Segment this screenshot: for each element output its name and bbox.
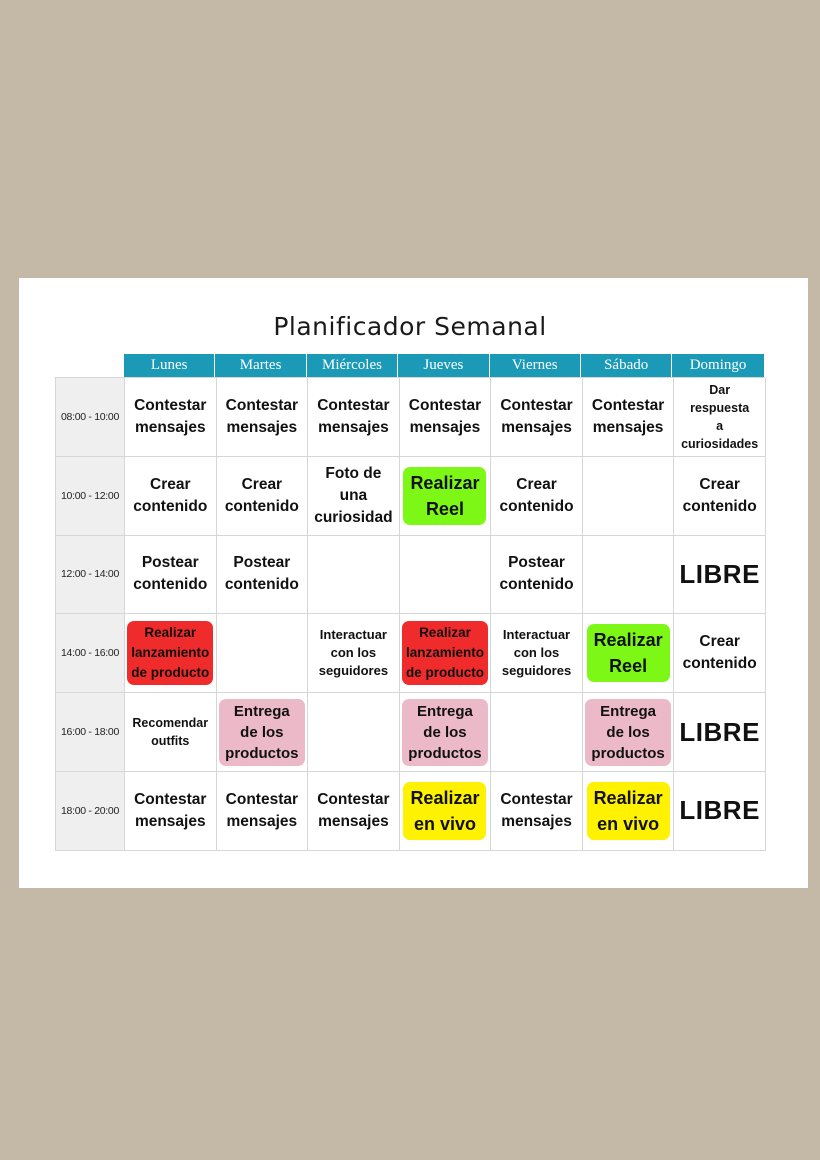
schedule-cell-martes: [217, 693, 309, 772]
activity-line: Crear: [699, 633, 740, 651]
activity-line: Foto de: [325, 464, 382, 482]
activity-text: [502, 626, 571, 680]
schedule-cell-domingo: [674, 614, 766, 693]
activity-tag: [587, 624, 670, 682]
schedule-cell-viernes: [491, 693, 583, 772]
activity-line: mensajes: [318, 812, 389, 830]
activity-line: Dar: [709, 382, 731, 397]
schedule-cell-domingo: [674, 772, 766, 851]
activity-line: lanzamiento: [405, 645, 484, 661]
time-slot-label: 16:00 - 18:00: [56, 693, 125, 772]
free-time-label: [679, 559, 760, 590]
activity-line: outfits: [151, 734, 190, 749]
activity-text: [226, 789, 298, 833]
activity-text: [134, 395, 206, 439]
activity-line: Entrega: [417, 702, 473, 720]
activity-tag: [585, 699, 670, 766]
activity-text: [133, 474, 207, 518]
schedule-cell-miercoles: [308, 772, 400, 851]
schedule-cell-viernes: [491, 378, 583, 457]
activity-line: Contestar: [408, 396, 482, 414]
activity-line: con los: [330, 645, 377, 661]
day-header-row: [124, 354, 764, 377]
activity-line: mensajes: [592, 418, 664, 436]
schedule-cell-sabado: [583, 536, 675, 615]
activity-line: Realizar: [419, 625, 471, 641]
schedule-cell-lunes: [125, 772, 217, 851]
activity-line: Reel: [609, 656, 648, 677]
activity-line: productos: [408, 744, 482, 762]
activity-text: [226, 395, 298, 439]
schedule-cell-miercoles: [308, 457, 400, 536]
activity-line: productos: [591, 744, 665, 762]
free-time-label: [679, 795, 760, 826]
schedule-cell-viernes: [491, 772, 583, 851]
activity-line: Crear: [516, 475, 557, 493]
activity-line: mensajes: [134, 812, 206, 830]
activity-tag: [219, 699, 304, 766]
activity-line: lanzamiento: [131, 645, 210, 661]
day-header-miercoles: Miércoles: [307, 354, 398, 377]
activity-tag: [403, 467, 486, 525]
activity-text: [225, 474, 299, 518]
time-slot-label: 14:00 - 16:00: [56, 614, 125, 693]
schedule-cell-martes: [217, 772, 309, 851]
schedule-cell-jueves: [400, 693, 492, 772]
activity-line: Contestar: [500, 790, 573, 808]
activity-line: Postear: [233, 554, 291, 572]
activity-line: Realizar: [410, 787, 480, 808]
schedule-cell-miercoles: [308, 536, 400, 615]
activity-line: de producto: [405, 665, 484, 681]
schedule-cell-domingo: [674, 457, 766, 536]
activity-line: curiosidades: [681, 436, 759, 451]
activity-line: Crear: [241, 475, 283, 493]
activity-text: [132, 714, 208, 750]
activity-line: contenido: [499, 576, 574, 594]
schedule-cell-sabado: [583, 693, 675, 772]
activity-line: Postear: [508, 554, 565, 572]
schedule-cell-jueves: [400, 536, 492, 615]
activity-tag: [587, 782, 670, 840]
schedule-cell-lunes: [125, 693, 217, 772]
schedule-cell-jueves: [400, 457, 492, 536]
activity-line: Realizar: [593, 787, 663, 808]
schedule-cell-jueves: [400, 614, 492, 693]
activity-text: [500, 789, 572, 833]
activity-text: [409, 395, 481, 439]
activity-line: seguidores: [318, 663, 389, 679]
activity-line: Interactuar: [319, 627, 387, 643]
day-header-domingo: Domingo: [672, 354, 763, 377]
free-time-label: [679, 717, 760, 748]
activity-line: Contestar: [591, 396, 665, 414]
time-slot-label: 12:00 - 14:00: [56, 536, 125, 615]
activity-line: contenido: [224, 497, 299, 515]
activity-line: Contestar: [225, 790, 299, 808]
activity-line: de los: [606, 723, 650, 741]
activity-line: productos: [225, 744, 299, 762]
activity-line: Contestar: [225, 396, 299, 414]
day-header-jueves: Jueves: [398, 354, 489, 377]
schedule-cell-sabado: [583, 614, 675, 693]
activity-text: [134, 789, 206, 833]
activity-tag: [402, 699, 487, 766]
activity-tag: [127, 621, 213, 685]
activity-line: en vivo: [597, 813, 660, 834]
activity-line: Entrega: [600, 702, 657, 720]
activity-tag: [403, 782, 486, 840]
schedule-cell-lunes: [125, 614, 217, 693]
activity-line: LIBRE: [679, 558, 760, 589]
activity-line: de producto: [131, 665, 210, 681]
time-slot-label: 18:00 - 20:00: [56, 772, 125, 851]
activity-line: Contestar: [134, 790, 207, 808]
activity-line: LIBRE: [679, 716, 760, 747]
activity-text: [500, 395, 572, 439]
activity-line: Contestar: [134, 396, 207, 414]
schedule-cell-martes: [217, 378, 309, 457]
schedule-cell-martes: [217, 457, 309, 536]
activity-line: contenido: [682, 655, 757, 673]
activity-line: mensajes: [226, 418, 298, 436]
activity-line: seguidores: [501, 663, 572, 679]
activity-line: contenido: [133, 497, 208, 515]
activity-text: [319, 626, 388, 680]
activity-line: contenido: [224, 576, 299, 594]
schedule-cell-domingo: [674, 693, 766, 772]
activity-text: [681, 381, 758, 453]
activity-line: Contestar: [317, 396, 390, 414]
activity-line: de los: [423, 723, 467, 741]
activity-line: una: [339, 486, 368, 504]
activity-line: contenido: [682, 497, 757, 515]
activity-line: mensajes: [501, 418, 572, 436]
activity-line: mensajes: [501, 812, 572, 830]
activity-line: Recomendar: [132, 716, 209, 731]
activity-text: [317, 395, 389, 439]
activity-text: [683, 474, 757, 518]
activity-line: Contestar: [500, 396, 573, 414]
time-slot-label: 10:00 - 12:00: [56, 457, 125, 536]
activity-line: mensajes: [134, 418, 206, 436]
activity-line: mensajes: [318, 418, 389, 436]
activity-tag: [402, 621, 488, 685]
schedule-cell-viernes: [491, 536, 583, 615]
activity-line: mensajes: [226, 812, 298, 830]
activity-line: Contestar: [317, 790, 390, 808]
activity-line: Crear: [150, 475, 191, 493]
schedule-cell-sabado: [583, 378, 675, 457]
activity-text: [500, 474, 574, 518]
schedule-grid: [55, 377, 765, 851]
activity-line: Interactuar: [502, 627, 571, 643]
page-title: Planificador Semanal: [273, 312, 547, 341]
activity-text: [683, 631, 757, 675]
day-header-lunes: Lunes: [124, 354, 215, 377]
activity-line: respuesta: [690, 400, 750, 415]
activity-line: mensajes: [409, 418, 481, 436]
activity-line: contenido: [499, 497, 574, 515]
activity-line: Realizar: [410, 472, 480, 493]
activity-line: a: [716, 418, 724, 433]
schedule-cell-jueves: [400, 378, 492, 457]
activity-line: Realizar: [144, 625, 197, 641]
schedule-cell-miercoles: [308, 378, 400, 457]
schedule-cell-sabado: [583, 772, 675, 851]
schedule-cell-lunes: [125, 536, 217, 615]
activity-line: Reel: [425, 498, 464, 519]
activity-text: [225, 552, 299, 596]
schedule-cell-martes: [217, 536, 309, 615]
activity-line: Realizar: [593, 630, 663, 651]
activity-text: [314, 463, 392, 529]
day-header-viernes: Viernes: [490, 354, 581, 377]
schedule-cell-jueves: [400, 772, 492, 851]
schedule-cell-miercoles: [308, 614, 400, 693]
activity-line: con los: [513, 645, 560, 661]
time-slot-label: 08:00 - 10:00: [56, 378, 125, 457]
activity-line: Crear: [699, 475, 740, 493]
activity-text: [592, 395, 664, 439]
schedule-cell-lunes: [125, 457, 217, 536]
activity-line: en vivo: [413, 813, 476, 834]
activity-line: contenido: [133, 576, 208, 594]
schedule-cell-domingo: [674, 378, 766, 457]
day-header-martes: Martes: [215, 354, 306, 377]
activity-line: Postear: [141, 554, 199, 572]
activity-line: LIBRE: [679, 795, 760, 826]
schedule-cell-sabado: [583, 457, 675, 536]
activity-text: [133, 552, 207, 596]
day-header-sabado: Sábado: [581, 354, 672, 377]
activity-line: curiosidad: [314, 508, 393, 526]
schedule-cell-domingo: [674, 536, 766, 615]
activity-line: Entrega: [233, 702, 290, 720]
schedule-cell-viernes: [491, 457, 583, 536]
activity-text: [317, 789, 389, 833]
schedule-cell-martes: [217, 614, 309, 693]
schedule-cell-miercoles: [308, 693, 400, 772]
schedule-cell-viernes: [491, 614, 583, 693]
activity-text: [500, 552, 574, 596]
schedule-cell-lunes: [125, 378, 217, 457]
activity-line: de los: [240, 723, 284, 741]
